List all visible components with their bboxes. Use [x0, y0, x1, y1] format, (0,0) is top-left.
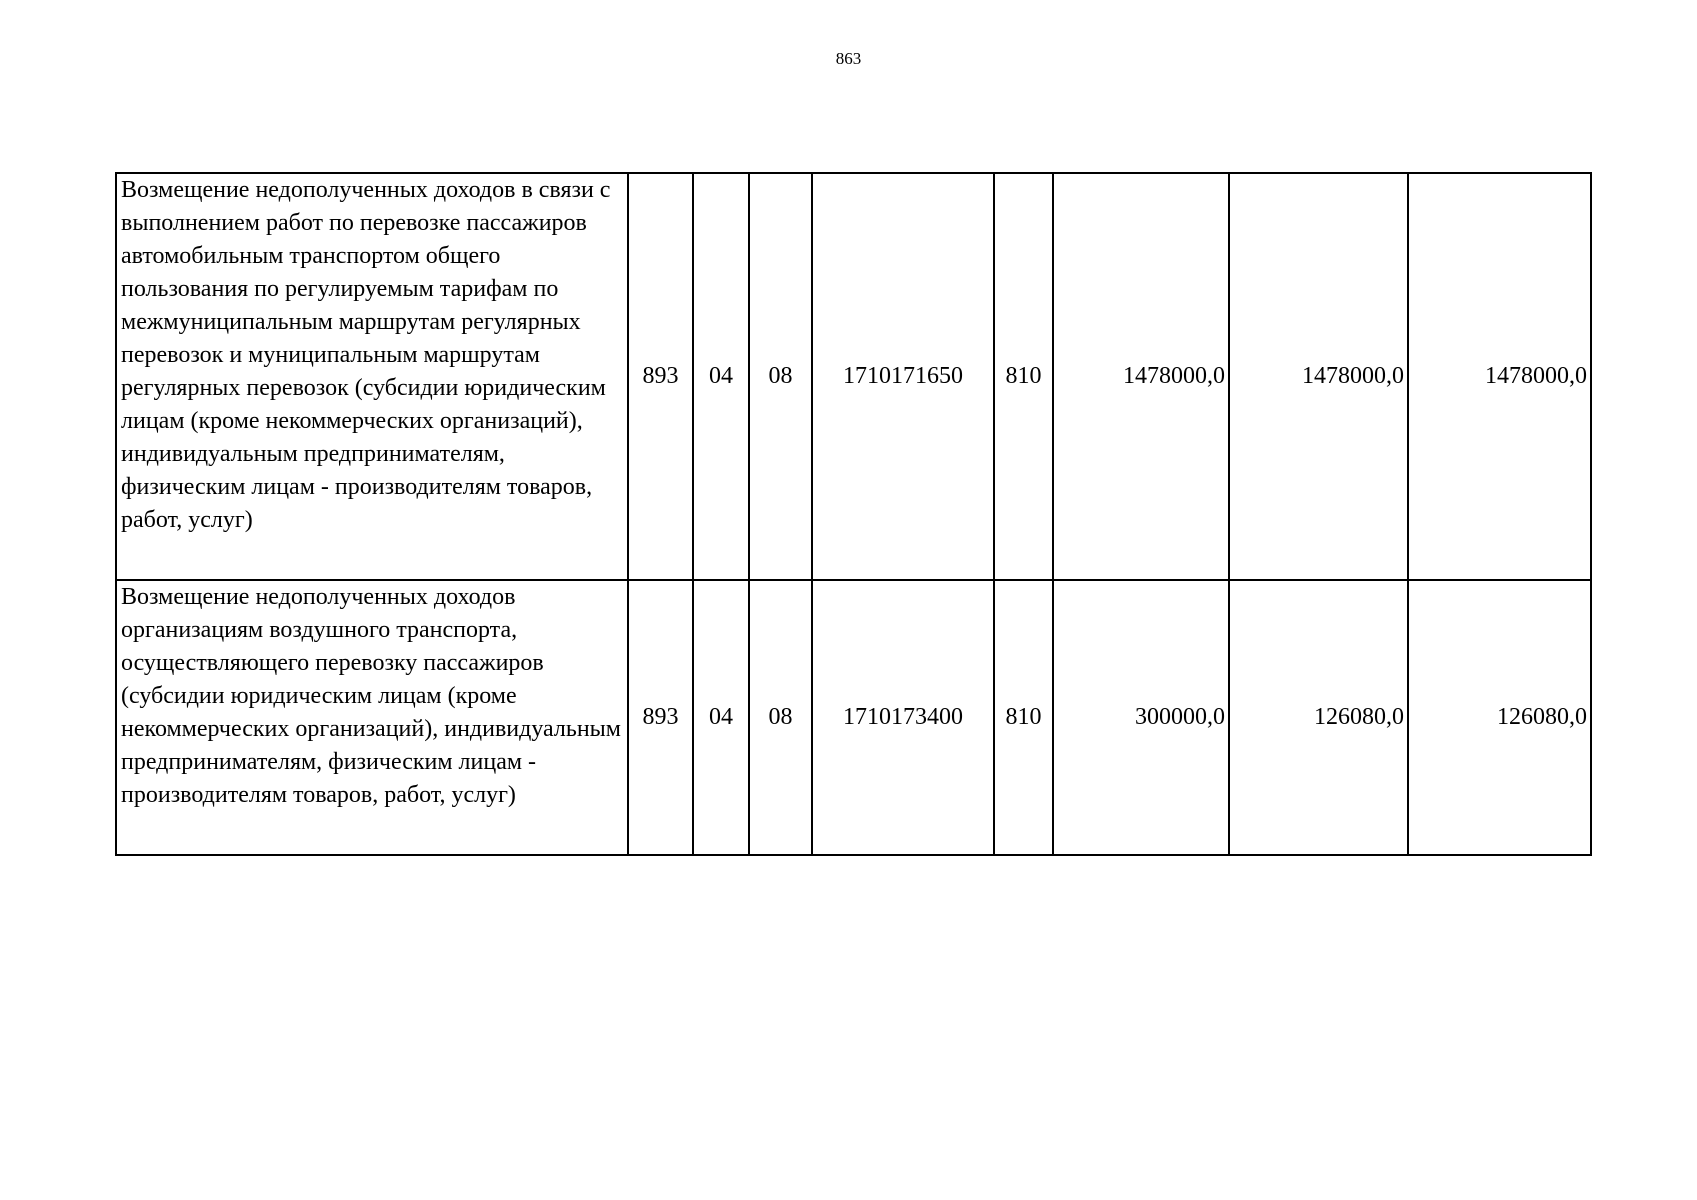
ministry-code: 893: [628, 173, 693, 580]
expense-type-code: 810: [994, 173, 1053, 580]
page-number: 863: [835, 49, 862, 68]
subsection-code: 08: [749, 580, 812, 855]
section-code: 04: [693, 580, 749, 855]
section-code: 04: [693, 173, 749, 580]
row-description: Возмещение недополученных доходов в связи с выполнением работ по перевозке пассажиров автомобильным транспортом общего пользования по регулируемым тарифам по межмуниципальным маршрутам регулярных перевозок и муниципальным маршрутам регулярных перевозок (субсидии юридическим лицам (кроме некоммерческих организаций), индивидуальным предпринимателям, физическим лицам - производителям товаров, работ, услуг): [116, 173, 628, 580]
target-article-code: 1710173400: [812, 580, 994, 855]
amount-year-2: 1478000,0: [1229, 173, 1408, 580]
table-row: [116, 173, 1591, 580]
expense-type-code: 810: [994, 580, 1053, 855]
amount-year-2: 126080,0: [1229, 580, 1408, 855]
row-description: Возмещение недополученных доходов организациям воздушного транспорта, осуществляющего перевозку пассажиров (субсидии юридическим лицам (кроме некоммерческих организаций), индивидуальным предпринимателям, физическим лицам - производителям товаров, работ, услуг): [116, 580, 628, 855]
amount-year-3: 126080,0: [1408, 580, 1591, 855]
amount-year-1: 300000,0: [1053, 580, 1229, 855]
table-row: [116, 580, 1591, 855]
amount-year-3: 1478000,0: [1408, 173, 1591, 580]
budget-table: [115, 172, 1592, 856]
subsection-code: 08: [749, 173, 812, 580]
ministry-code: 893: [628, 580, 693, 855]
amount-year-1: 1478000,0: [1053, 173, 1229, 580]
target-article-code: 1710171650: [812, 173, 994, 580]
